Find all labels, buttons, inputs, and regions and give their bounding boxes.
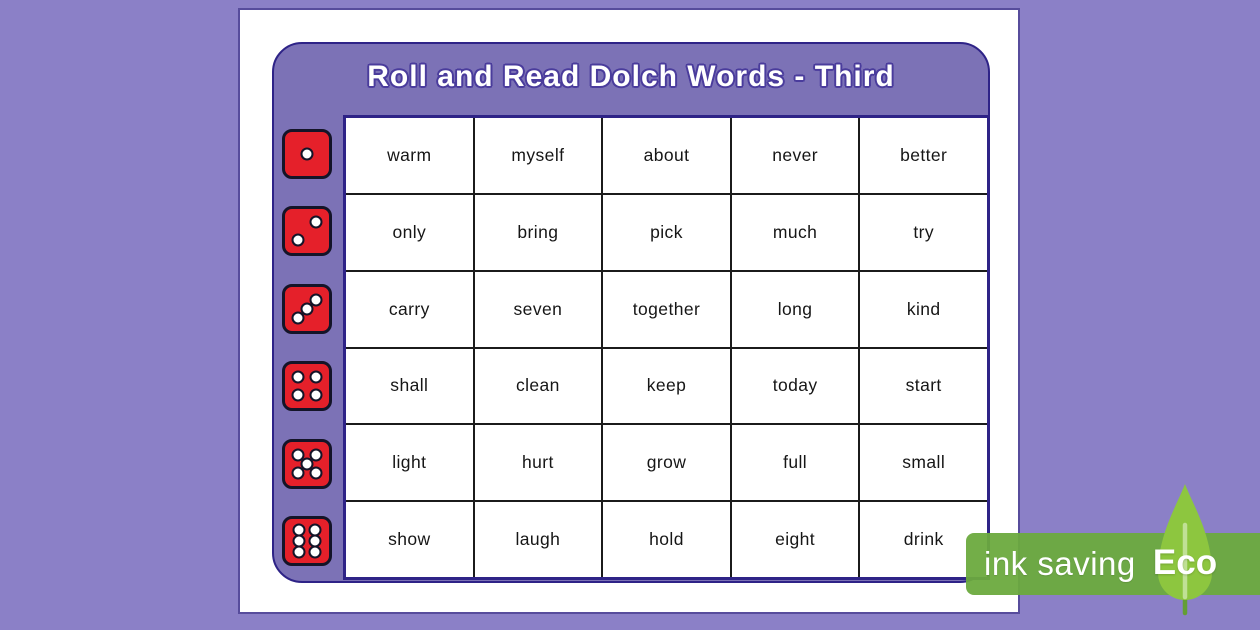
word-cell: better: [860, 118, 987, 193]
die-pip: [309, 216, 322, 229]
word-cell: show: [346, 502, 473, 577]
word-cell: about: [603, 118, 730, 193]
word-cell: only: [346, 195, 473, 270]
word-table: [343, 115, 990, 580]
word-cell: laugh: [475, 502, 602, 577]
word-cell: shall: [346, 349, 473, 424]
die-5-icon: [282, 439, 332, 489]
word-cell: start: [860, 349, 987, 424]
die-pip: [292, 233, 305, 246]
ink-saving-label: ink saving: [984, 545, 1136, 582]
die-pip: [309, 388, 322, 401]
word-cell: seven: [475, 272, 602, 347]
die-1-icon: [282, 129, 332, 179]
die-pip: [309, 371, 322, 384]
die-3-icon: [282, 284, 332, 334]
word-cell: eight: [732, 502, 859, 577]
word-cell: much: [732, 195, 859, 270]
word-cell: keep: [603, 349, 730, 424]
die-pip: [292, 371, 305, 384]
word-cell: carry: [346, 272, 473, 347]
word-cell: long: [732, 272, 859, 347]
die-pip: [309, 466, 322, 479]
word-cell: never: [732, 118, 859, 193]
word-cell: today: [732, 349, 859, 424]
word-cell: warm: [346, 118, 473, 193]
page-title: Roll and Read Dolch Words - Third: [367, 60, 895, 93]
word-cell: together: [603, 272, 730, 347]
word-cell: bring: [475, 195, 602, 270]
die-pip: [292, 388, 305, 401]
word-cell: drink: [860, 502, 987, 577]
die-2-icon: [282, 206, 332, 256]
word-cell: kind: [860, 272, 987, 347]
word-cell: hold: [603, 502, 730, 577]
die-pip: [301, 148, 314, 161]
word-cell: try: [860, 195, 987, 270]
word-cell: clean: [475, 349, 602, 424]
word-cell: grow: [603, 425, 730, 500]
die-6-icon: [282, 516, 332, 566]
die-pip: [292, 466, 305, 479]
die-pip: [308, 546, 321, 559]
word-cell: pick: [603, 195, 730, 270]
word-cell: myself: [475, 118, 602, 193]
eco-label: Eco: [1152, 543, 1218, 582]
die-pip: [292, 311, 305, 324]
word-cell: full: [732, 425, 859, 500]
die-4-icon: [282, 361, 332, 411]
word-cell: light: [346, 425, 473, 500]
word-cell: small: [860, 425, 987, 500]
die-pip: [293, 546, 306, 559]
word-cell: hurt: [475, 425, 602, 500]
